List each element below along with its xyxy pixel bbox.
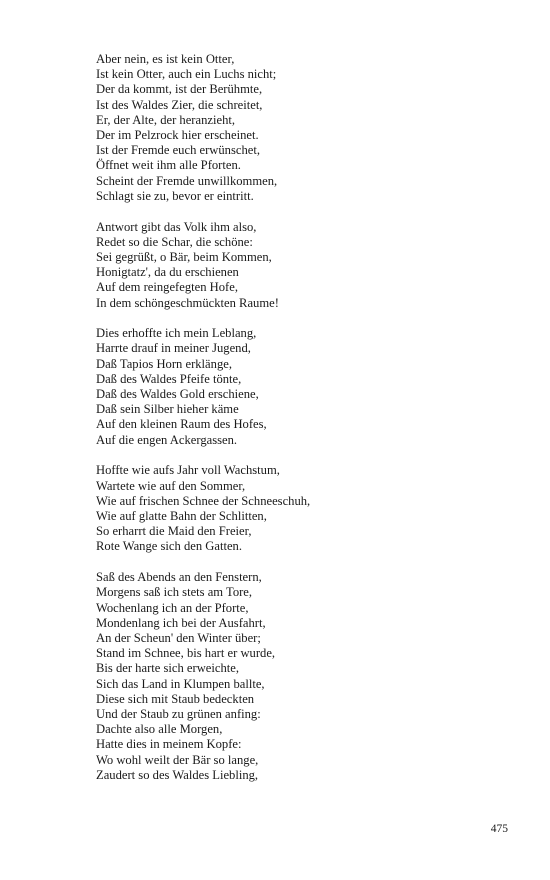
verse-line: Rote Wange sich den Gatten.: [96, 539, 242, 554]
verse-line: So erharrt die Maid den Freier,: [96, 524, 252, 539]
verse-line: In dem schöngeschmückten Raume!: [96, 295, 279, 310]
stanza-5: [96, 570, 516, 783]
verse-line: Dies erhoffte ich mein Leblang,: [96, 326, 257, 341]
verse-line: Saß des Abends an den Fenstern,: [96, 570, 262, 585]
verse-line: Auf dem reingefegten Hofe,: [96, 280, 238, 295]
poem-text: [96, 52, 516, 798]
verse-line: Und der Staub zu grünen anfing:: [96, 706, 261, 721]
stanza-3: [96, 326, 516, 448]
verse-line: Daß des Waldes Pfeife tönte,: [96, 371, 242, 386]
stanza-1: [96, 52, 516, 204]
verse-line: Sich das Land in Klumpen ballte,: [96, 676, 265, 691]
verse-line: Er, der Alte, der heranzieht,: [96, 112, 236, 127]
verse-line: Wartete wie auf den Sommer,: [96, 478, 246, 493]
verse-line: Auf den kleinen Raum des Hofes,: [96, 417, 267, 432]
verse-line: Schlagt sie zu, bevor er eintritt.: [96, 188, 254, 203]
verse-line: Daß Tapios Horn erklänge,: [96, 356, 232, 371]
verse-line: Diese sich mit Staub bedeckten: [96, 691, 255, 706]
verse-line: Zaudert so des Waldes Liebling,: [96, 767, 259, 782]
verse-line: Daß sein Silber hieher käme: [96, 402, 239, 417]
verse-line: An der Scheun' den Winter über;: [96, 630, 261, 645]
verse-line: Dachte also alle Morgen,: [96, 722, 223, 737]
verse-line: Aber nein, es ist kein Otter,: [96, 52, 235, 66]
verse-line: Wo wohl weilt der Bär so lange,: [96, 752, 259, 767]
verse-line: Harrte drauf in meiner Jugend,: [96, 341, 251, 356]
verse-line: Hoffte wie aufs Jahr voll Wachstum,: [96, 463, 280, 478]
verse-line: Ist des Waldes Zier, die schreitet,: [96, 97, 263, 112]
verse-line: Antwort gibt das Volk ihm also,: [96, 219, 257, 234]
verse-line: Ist der Fremde euch erwünschet,: [96, 143, 261, 158]
stanza-4: [96, 463, 516, 554]
verse-line: Stand im Schnee, bis hart er wurde,: [96, 646, 276, 661]
page-number: 475: [490, 823, 508, 835]
verse-line: Auf die engen Ackergassen.: [96, 432, 238, 447]
stanza-2: [96, 220, 516, 311]
verse-line: Öffnet weit ihm alle Pforten.: [96, 158, 241, 173]
verse-line: Der im Pelzrock hier erscheinet.: [96, 128, 259, 143]
verse-line: Mondenlang ich bei der Ausfahrt,: [96, 615, 266, 630]
verse-line: Daß des Waldes Gold erschiene,: [96, 387, 259, 402]
verse-line: Scheint der Fremde unwillkommen,: [96, 173, 278, 188]
verse-line: Morgens saß ich stets am Tore,: [96, 585, 253, 600]
verse-line: Bis der harte sich erweichte,: [96, 661, 240, 676]
verse-line: Der da kommt, ist der Berühmte,: [96, 82, 263, 97]
verse-line: Hatte dies in meinem Kopfe:: [96, 737, 242, 752]
verse-line: Ist kein Otter, auch ein Luchs nicht;: [96, 67, 277, 82]
verse-line: Wochenlang ich an der Pforte,: [96, 600, 249, 615]
verse-line: Wie auf frischen Schnee der Schneeschuh,: [96, 493, 311, 508]
verse-line: Honigtatz', da du erschienen: [96, 265, 239, 280]
verse-line: Wie auf glatte Bahn der Schlitten,: [96, 508, 267, 523]
verse-line: Sei gegrüßt, o Bär, beim Kommen,: [96, 249, 272, 264]
verse-line: Redet so die Schar, die schöne:: [96, 234, 253, 249]
